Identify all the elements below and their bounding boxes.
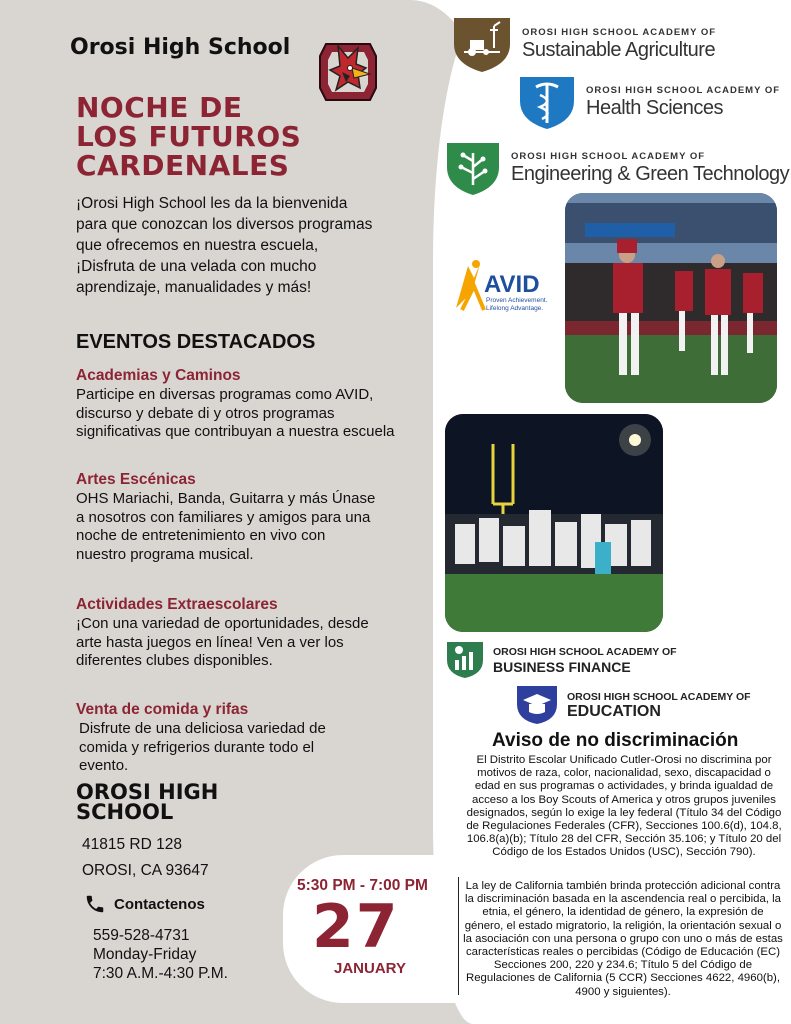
school-block-line-1: OROSI HIGH: [76, 780, 219, 804]
academy-agriculture-small: OROSI HIGH SCHOOL ACADEMY OF: [522, 27, 717, 38]
marching-band-photo: [565, 193, 777, 403]
football-team-image: [445, 414, 663, 632]
health-shield-icon: [516, 73, 578, 131]
event-title-comida: Venta de comida y rifas: [76, 701, 249, 718]
divider: [458, 877, 459, 995]
events-heading: EVENTOS DESTACADOS: [76, 331, 316, 353]
business-shield-icon: [445, 640, 485, 680]
event-text-artes: OHS Mariachi, Banda, Guitarra y más Únase a nosotros con familiares y amigos para una noche de entretenimiento en vivo con nuestro programa musical.: [76, 490, 376, 563]
academy-education-small: OROSI HIGH SCHOOL ACADEMY OF: [567, 690, 751, 703]
address: [82, 832, 209, 884]
academy-engineering-big: Engineering & Green Technology: [511, 163, 790, 185]
academy-agriculture-big: Sustainable Agriculture: [522, 39, 716, 61]
engineering-shield-icon: [443, 139, 503, 197]
event-title-artes: Artes Escénicas: [76, 471, 196, 488]
academy-engineering: [443, 139, 789, 197]
avid-logo: [450, 256, 550, 316]
academy-agriculture: [450, 14, 716, 74]
contact-info: [93, 926, 228, 983]
education-shield-icon: [515, 684, 559, 726]
address-line-1: 41815 RD 128: [82, 836, 182, 853]
event-title: [76, 93, 376, 180]
academy-business-small: OROSI HIGH SCHOOL ACADEMY OF: [493, 645, 677, 658]
event-day: 27: [312, 892, 400, 962]
school-block-line-2: SCHOOL: [76, 800, 174, 824]
title-line-3: CARDENALES: [76, 149, 290, 182]
contact-phone[interactable]: 559-528-4731: [93, 927, 190, 944]
contact-row: [84, 893, 205, 915]
academy-health-big: Health Sciences: [586, 97, 724, 119]
academy-business-big: BUSINESS FINANCE: [493, 658, 631, 675]
notice-paragraph-2: La ley de California también brinda protección adicional contra la discriminación basada en la ascendencia real o percibida, la etnia, el género, la identidad de género, la expresión de género, el estado migratorio, la religión, la orientación sexual o la asociación con una persona o grupo con uno o más de estas características reales o percibidas (Código de Educación (EC) Secciones 200, 220 y 234.6; Título 5 del Código de Regulaciones de California (5 CCR) Secciones 4622, 4960(b), 4900 y siguientes).: [463, 880, 783, 998]
school-block: [76, 782, 218, 822]
marching-band-image: [565, 193, 777, 403]
event-time: 5:30 PM - 7:00 PM: [297, 877, 428, 894]
intro-text: ¡Orosi High School les da la bienvenida para que conozcan los diversos programas que ofrecemos en nuestra escuela, ¡Disfruta de una velada con mucho aprendizaje, manualidades y más!: [76, 195, 373, 296]
event-artes: [76, 470, 376, 564]
academy-education: [515, 684, 751, 726]
avid-tagline-1: Proven Achievement.: [486, 297, 548, 304]
phone-icon: [84, 893, 106, 915]
notice-paragraph-1: El Distrito Escolar Unificado Cutler-Orosi no discrimina por motivos de raza, color, nacionalidad, sexo, discapacidad o edad en sus programas o actividades, y brinda igualdad de acceso a los Boy Scouts of America y otros grupos juveniles designados, según lo exige la ley federal (Título 34 del Código de Regulaciones Federales (CFR), Secciones 100.6(d), 104.8, 106.8(a)(b); Título 28 del CFR, Sección 35.106; y Título 20 del Código de los Estados Unidos (USC), Sección 790).: [466, 754, 782, 859]
event-text-academias: Participe en diversas programas como AVID, discurso y debate di y otros programas significativas que contribuyan a nuestra escuela: [76, 386, 395, 440]
event-text-actividades: ¡Con una variedad de oportunidades, desde arte hasta juegos en línea! Ven a ver los diferentes clubes disponibles.: [76, 615, 369, 669]
contact-hours: 7:30 A.M.-4:30 P.M.: [93, 965, 228, 982]
title-line-1: NOCHE DE: [76, 91, 243, 124]
title-line-2: LOS FUTUROS: [76, 120, 302, 153]
contact-days: Monday-Friday: [93, 946, 197, 963]
event-title-academias: Academias y Caminos: [76, 367, 241, 384]
academy-engineering-small: OROSI HIGH SCHOOL ACADEMY OF: [511, 151, 706, 162]
school-name: Orosi High School: [70, 35, 291, 60]
avid-tagline-2: Lifelong Advantage.: [486, 305, 544, 312]
event-month: JANUARY: [334, 960, 406, 977]
academy-education-big: EDUCATION: [567, 702, 661, 720]
address-line-2: OROSI, CA 93647: [82, 862, 209, 879]
avid-name: AVID: [484, 271, 540, 298]
event-text-comida: Disfrute de una deliciosa variedad de comida y refrigerios durante todo el evento.: [79, 720, 326, 774]
agriculture-shield-icon: [450, 14, 514, 74]
academy-health-small: OROSI HIGH SCHOOL ACADEMY OF: [586, 85, 781, 96]
academy-health: [516, 73, 780, 131]
event-comida: [76, 700, 366, 776]
football-team-photo: [445, 414, 663, 632]
event-title-actividades: Actividades Extraescolares: [76, 596, 278, 613]
event-actividades: [76, 595, 376, 671]
notice-title: Aviso de no discriminación: [492, 730, 739, 751]
contact-label: Contactenos: [114, 895, 205, 913]
academy-business: [445, 640, 677, 680]
event-academias: [76, 366, 411, 442]
